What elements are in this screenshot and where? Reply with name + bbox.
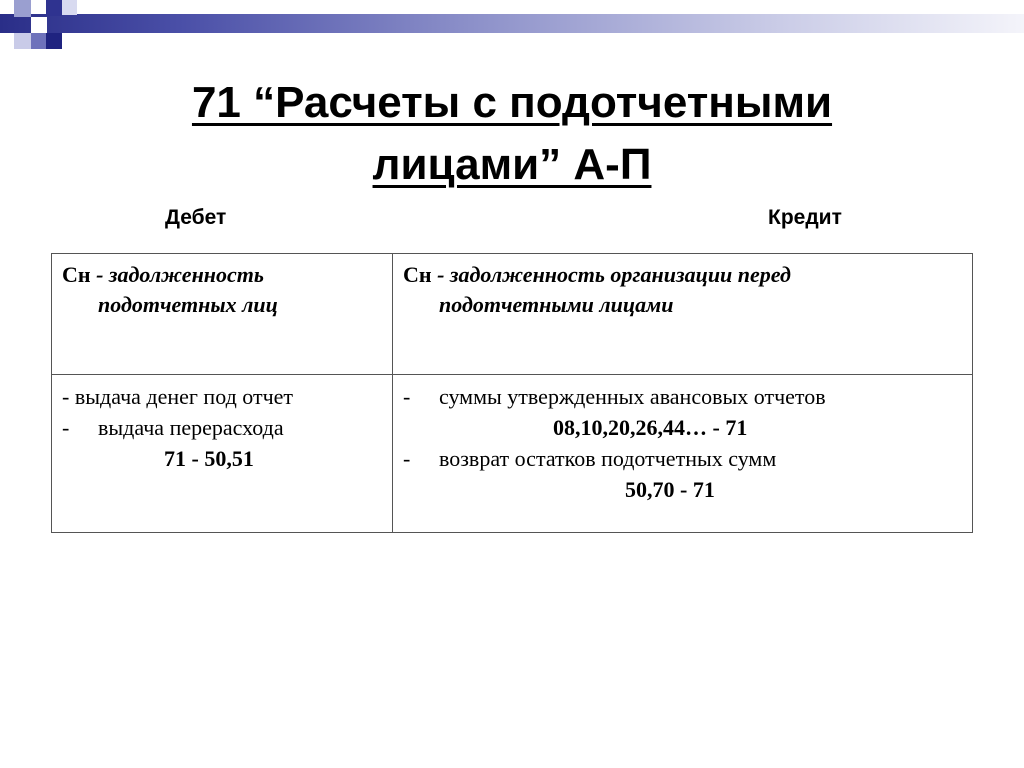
- credit-balance-text-cont: подотчетными лицами: [439, 292, 674, 317]
- entry-text: суммы утвержденных авансовых отчетов: [439, 384, 826, 409]
- entry-text: возврат остатков подотчетных сумм: [439, 446, 777, 471]
- debit-entry: [62, 381, 382, 412]
- entry-dash: -: [403, 384, 411, 409]
- decorative-square: [31, 33, 47, 49]
- credit-posting: 50,70 - 71: [625, 477, 715, 502]
- decorative-square: [14, 0, 31, 17]
- decorative-square: [14, 33, 31, 49]
- credit-label: Кредит: [768, 206, 842, 229]
- entry-dash: -: [62, 415, 70, 440]
- slide-title: [0, 72, 1024, 196]
- entry-text: выдача перерасхода: [98, 415, 284, 440]
- credit-posting: 08,10,20,26,44… - 71: [553, 415, 748, 440]
- account-table: [51, 253, 973, 533]
- credit-entries-cell: [393, 375, 973, 533]
- credit-balance-text: - задолженность организации перед: [431, 262, 791, 287]
- credit-balance-prefix: Сн: [403, 262, 432, 287]
- debit-label: Дебет: [165, 206, 227, 229]
- entry-text: выдача денег под отчет: [74, 384, 294, 409]
- debit-balance-text-cont: подотчетных лиц: [98, 292, 278, 317]
- debit-entries-cell: [52, 375, 393, 533]
- entry-dash: -: [62, 384, 75, 409]
- credit-entry: [403, 381, 962, 412]
- balance-row: [52, 254, 973, 375]
- title-line-1: 71 “Расчеты с подотчетными: [191, 78, 833, 127]
- debit-balance-text: - задолженность: [90, 262, 264, 287]
- decorative-square: [46, 33, 62, 49]
- credit-entry: [403, 443, 962, 474]
- entry-dash: -: [403, 446, 411, 471]
- decorative-square: [46, 0, 62, 16]
- decorative-header-band: [0, 14, 1024, 33]
- credit-balance-cell: [393, 254, 973, 375]
- debit-posting: 71 - 50,51: [164, 446, 254, 471]
- debit-entry: [62, 412, 382, 443]
- entries-row: [52, 375, 973, 533]
- decorative-square: [62, 0, 77, 15]
- decorative-square: [31, 17, 47, 33]
- debit-balance-cell: [52, 254, 393, 375]
- debit-balance-prefix: Сн: [62, 262, 91, 287]
- title-line-2: лицами” А-П: [372, 140, 652, 189]
